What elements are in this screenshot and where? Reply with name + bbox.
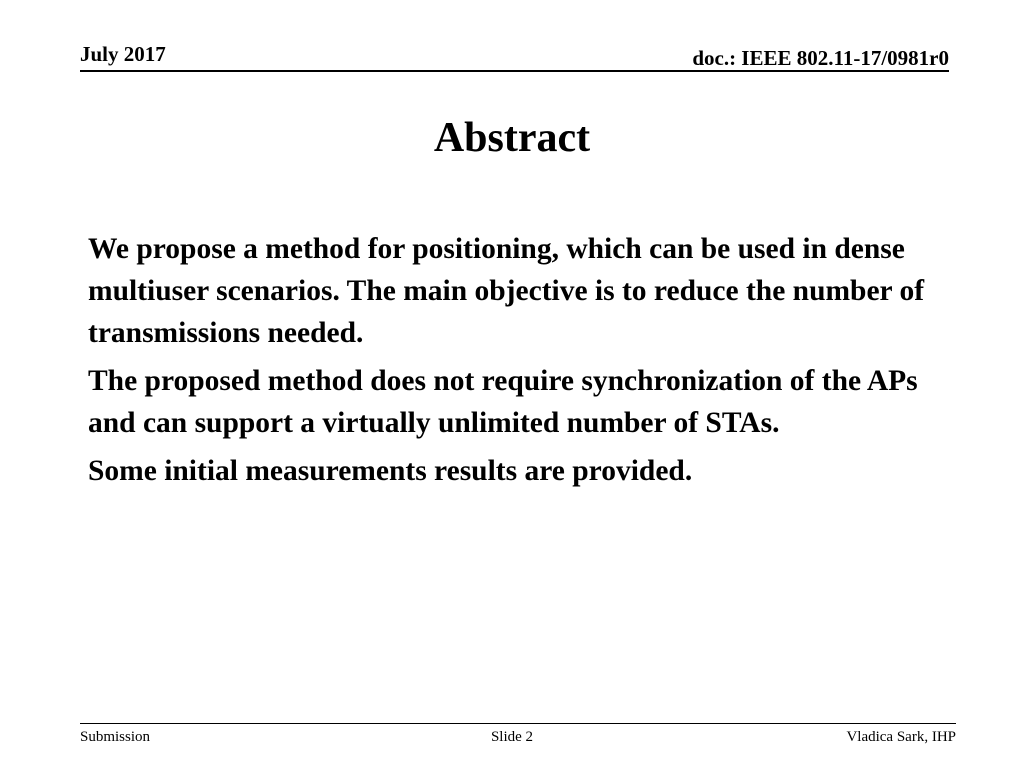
header-divider [80, 70, 949, 72]
abstract-paragraph: The proposed method does not require synchronization of the APs and can support a virtually unlimited number of STAs. [88, 365, 918, 439]
header-document-id: doc.: IEEE 802.11-17/0981r0 [692, 46, 949, 70]
slide-title: Abstract [433, 115, 591, 161]
footer-divider [80, 723, 956, 724]
abstract-body [88, 228, 948, 498]
abstract-paragraph: Some initial measurements results are provided. [88, 455, 693, 487]
footer-author: Vladica Sark, IHP [846, 729, 956, 745]
header-date: July 2017 [80, 42, 166, 66]
footer-submission: Submission [80, 729, 151, 745]
footer-slide-number: Slide 2 [490, 729, 534, 745]
abstract-paragraph: We propose a method for positioning, which can be used in dense multiuser scenarios. The main objective is to reduce the number of transmissions needed. [88, 233, 925, 349]
